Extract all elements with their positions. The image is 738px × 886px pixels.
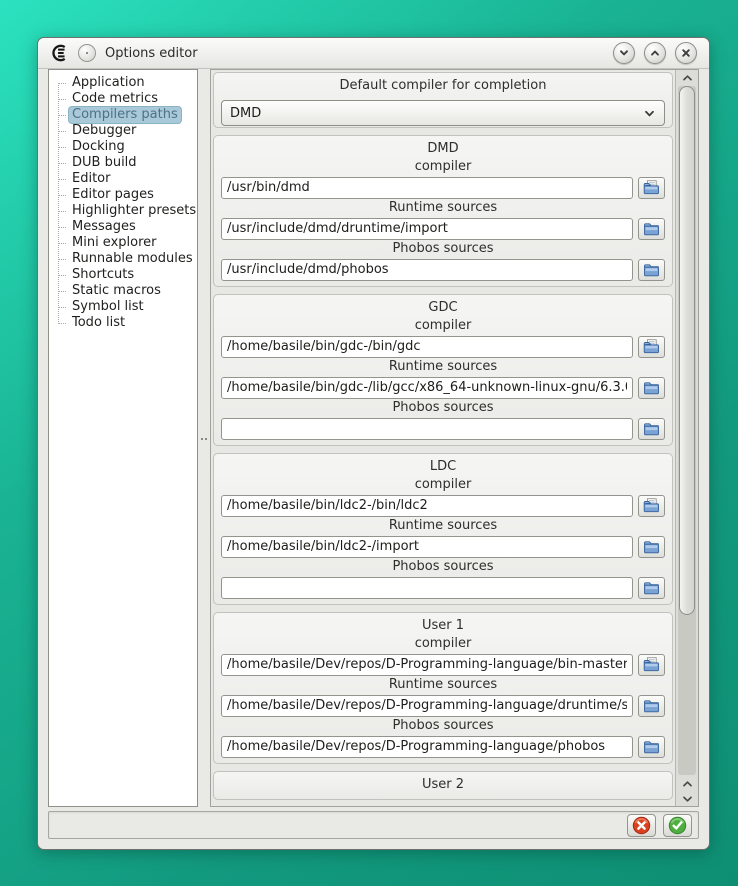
- sidebar-item-label: Application: [72, 75, 145, 90]
- field-label: compiler: [414, 636, 472, 651]
- field-label: Phobos sources: [392, 400, 494, 415]
- sidebar-item-label: Static macros: [72, 283, 161, 298]
- compiler-group-user-2: [213, 771, 673, 800]
- browse-folder-button[interactable]: [638, 736, 665, 758]
- sidebar-splitter[interactable]: [198, 69, 210, 807]
- folder-icon: [643, 581, 660, 595]
- sidebar-item-label: Debugger: [72, 123, 137, 138]
- field-label: compiler: [414, 318, 472, 333]
- open-file-icon: [643, 498, 660, 513]
- path-input[interactable]: [221, 177, 633, 199]
- path-field-row: [221, 735, 665, 758]
- sidebar-item-docking[interactable]: [54, 139, 197, 155]
- default-compiler-group: [213, 72, 673, 128]
- field-label: Phobos sources: [392, 559, 494, 574]
- browse-folder-button[interactable]: [638, 259, 665, 281]
- titlebar[interactable]: [38, 38, 709, 69]
- combo-selected-value: DMD: [230, 105, 262, 121]
- path-input[interactable]: [221, 736, 633, 758]
- group-title: GDC: [428, 300, 458, 315]
- group-title: DMD: [427, 141, 459, 156]
- minimize-button[interactable]: [613, 42, 635, 64]
- scrollbar-steppers: [676, 776, 698, 806]
- open-file-icon: [643, 180, 660, 195]
- path-input[interactable]: [221, 259, 633, 281]
- field-label: compiler: [414, 159, 472, 174]
- folder-icon: [643, 381, 660, 395]
- path-field-row: [221, 653, 665, 676]
- compiler-group-user-1: [213, 612, 673, 764]
- folder-icon: [643, 699, 660, 713]
- maximize-button[interactable]: [644, 42, 666, 64]
- path-input[interactable]: [221, 536, 633, 558]
- sidebar-item-label: Messages: [72, 219, 136, 234]
- browse-folder-button[interactable]: [638, 218, 665, 240]
- coedit-logo-icon: [50, 44, 69, 62]
- sidebar-item-label: Editor pages: [72, 187, 154, 202]
- sidebar-item-shortcuts[interactable]: [54, 267, 197, 283]
- field-label: compiler: [414, 477, 472, 492]
- folder-icon: [643, 740, 660, 754]
- path-input[interactable]: [221, 695, 633, 717]
- sidebar-item-symbol-list[interactable]: [54, 299, 197, 315]
- accept-button[interactable]: [663, 814, 692, 837]
- sidebar-item-label: Highlighter presets: [72, 203, 197, 218]
- scroll-up-button[interactable]: [676, 70, 698, 86]
- path-input[interactable]: [221, 336, 633, 358]
- browse-file-button[interactable]: [638, 654, 665, 676]
- path-input[interactable]: [221, 218, 633, 240]
- sidebar-item-static-macros[interactable]: [54, 283, 197, 299]
- scroll-down-button[interactable]: [676, 791, 698, 806]
- path-field-row: [221, 217, 665, 240]
- path-field-row: [221, 258, 665, 281]
- sidebar-item-code-metrics[interactable]: [54, 91, 197, 107]
- cancel-icon: [632, 816, 651, 835]
- field-label: Runtime sources: [388, 200, 498, 215]
- sidebar-item-label: Mini explorer: [72, 235, 157, 250]
- folder-icon: [643, 422, 660, 436]
- sidebar-item-label: Editor: [72, 171, 111, 186]
- dialog-footer: [48, 811, 699, 839]
- path-field-row: [221, 176, 665, 199]
- sidebar-item-highlighter-presets[interactable]: [54, 203, 197, 219]
- open-file-icon: [643, 657, 660, 672]
- field-label: Phobos sources: [392, 241, 494, 256]
- path-field-row: [221, 417, 665, 440]
- path-field-row: [221, 694, 665, 717]
- path-field-row: [221, 535, 665, 558]
- sidebar-item-label: Code metrics: [72, 91, 159, 106]
- sidebar-item-label: Shortcuts: [72, 267, 135, 282]
- dialog-content: [48, 69, 699, 807]
- chevron-up-icon: [682, 74, 693, 82]
- options-scrollview: [210, 69, 699, 807]
- sidebar-item-todo-list[interactable]: [54, 315, 197, 331]
- close-icon: [680, 47, 692, 59]
- options-form: [211, 70, 675, 806]
- sidebar-item-label: Todo list: [72, 315, 126, 330]
- sidebar-item-label: Runnable modules: [72, 251, 193, 266]
- browse-folder-button[interactable]: [638, 377, 665, 399]
- browse-file-button[interactable]: [638, 495, 665, 517]
- compiler-group-ldc: [213, 453, 673, 605]
- field-label: Runtime sources: [388, 518, 498, 533]
- sidebar-item-label: Docking: [72, 139, 125, 154]
- browse-folder-button[interactable]: [638, 418, 665, 440]
- scroll-up-button-bottom[interactable]: [676, 776, 698, 791]
- browse-folder-button[interactable]: [638, 577, 665, 599]
- sidebar-item-application[interactable]: [54, 75, 197, 91]
- sidebar-item-editor-pages[interactable]: [54, 187, 197, 203]
- vertical-scrollbar[interactable]: [675, 70, 698, 806]
- sidebar-item-editor[interactable]: [54, 171, 197, 187]
- path-input[interactable]: [221, 577, 633, 599]
- sidebar-item-dub-build[interactable]: [54, 155, 197, 171]
- sidebar-item-messages[interactable]: [54, 219, 197, 235]
- path-input[interactable]: [221, 418, 633, 440]
- path-field-row: [221, 576, 665, 599]
- path-field-row: [221, 335, 665, 358]
- group-title: User 2: [421, 777, 465, 792]
- window-title: Options editor: [105, 45, 198, 61]
- compiler-group-gdc: [213, 294, 673, 446]
- scrollbar-thumb[interactable]: [679, 86, 695, 615]
- close-button[interactable]: [675, 42, 697, 64]
- path-input[interactable]: [221, 495, 633, 517]
- group-title: Default compiler for completion: [339, 78, 547, 93]
- browse-file-button[interactable]: [638, 177, 665, 199]
- group-title: LDC: [429, 459, 457, 474]
- chevron-down-icon: [682, 795, 693, 803]
- categories-tree: [54, 75, 197, 331]
- chevron-down-icon: [618, 47, 630, 59]
- options-editor-window: [37, 37, 710, 850]
- window-menu-button[interactable]: [78, 44, 96, 62]
- chevron-up-icon: [649, 47, 661, 59]
- categories-panel: [48, 69, 198, 807]
- folder-icon: [643, 540, 660, 554]
- path-field-row: [221, 494, 665, 517]
- chevron-up-icon: [682, 780, 693, 788]
- field-label: Runtime sources: [388, 359, 498, 374]
- folder-icon: [643, 263, 660, 277]
- chevron-down-icon: [643, 107, 656, 120]
- sidebar-item-label: Compilers paths: [69, 107, 181, 123]
- browse-folder-button[interactable]: [638, 695, 665, 717]
- field-label: Runtime sources: [388, 677, 498, 692]
- path-input[interactable]: [221, 654, 633, 676]
- sidebar-item-debugger[interactable]: [54, 123, 197, 139]
- sidebar-item-compilers-paths[interactable]: [54, 107, 197, 123]
- path-input[interactable]: [221, 377, 633, 399]
- sidebar-item-runnable-modules[interactable]: [54, 251, 197, 267]
- cancel-button[interactable]: [627, 814, 656, 837]
- sidebar-item-label: Symbol list: [72, 299, 144, 314]
- compiler-group-dmd: [213, 135, 673, 287]
- field-label: Phobos sources: [392, 718, 494, 733]
- open-file-icon: [643, 339, 660, 354]
- group-title: User 1: [421, 618, 465, 633]
- folder-icon: [643, 222, 660, 236]
- browse-folder-button[interactable]: [638, 536, 665, 558]
- sidebar-item-mini-explorer[interactable]: [54, 235, 197, 251]
- browse-file-button[interactable]: [638, 336, 665, 358]
- accept-icon: [668, 816, 687, 835]
- path-field-row: [221, 376, 665, 399]
- default-compiler-select[interactable]: [221, 100, 665, 126]
- sidebar-item-label: DUB build: [72, 155, 137, 170]
